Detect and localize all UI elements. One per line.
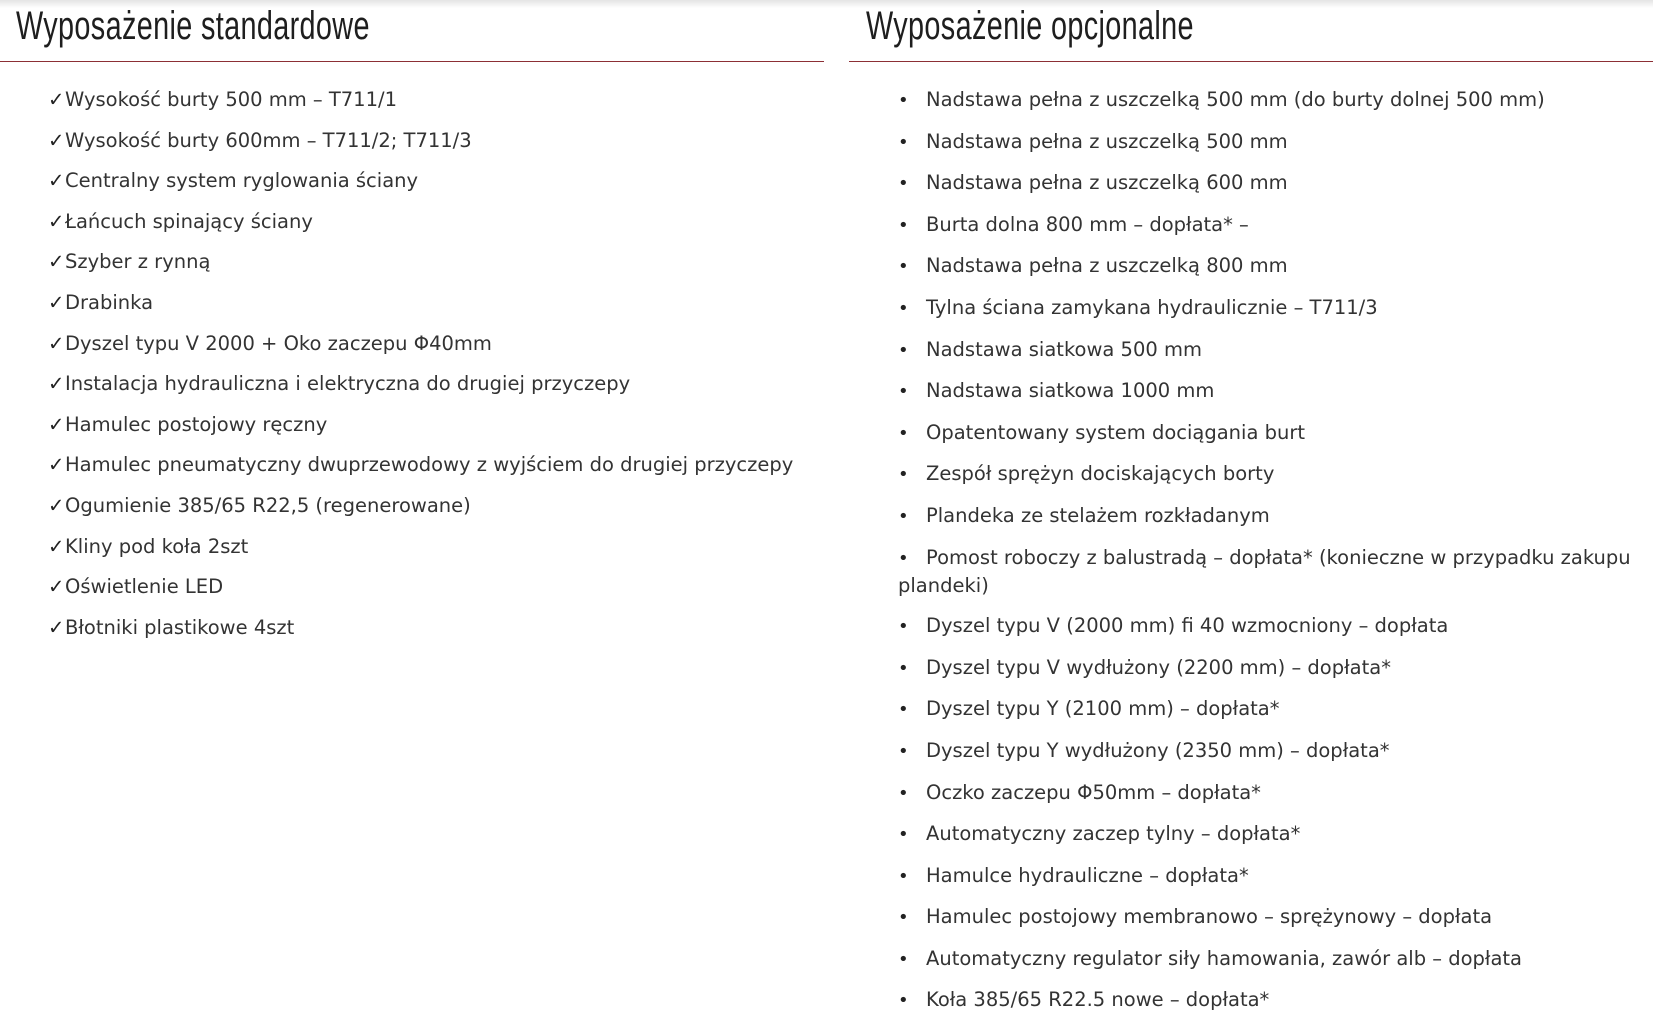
list-item-text: Dyszel typu V wydłużony (2200 mm) – dopłata* (926, 655, 1391, 679)
bullet-icon: • (898, 547, 909, 569)
list-item-text: Hamulec postojowy membranowo – sprężynowy – dopłata (926, 905, 1493, 929)
list-item-text: Koła 385/65 R22.5 nowe – dopłata* (926, 988, 1270, 1012)
list-item (898, 128, 1638, 156)
check-icon: ✓ (48, 169, 65, 193)
list-item (898, 169, 1638, 197)
list-item-text: Hamulec pneumatyczny dwuprzewodowy z wyjściem do drugiej przyczepy (65, 453, 794, 477)
list-item (48, 451, 793, 478)
list-item (898, 377, 1638, 405)
check-icon: ✓ (48, 88, 65, 111)
list-item-text: Drabinka (65, 290, 154, 314)
list-item-text: Automatyczny zaczep tylny – dopłata* (926, 822, 1301, 846)
standard-equipment-title: Wyposażenie standardowe (16, 4, 370, 48)
check-icon: ✓ (48, 453, 65, 477)
bullet-icon: • (898, 90, 909, 111)
divider (849, 61, 1653, 62)
list-item-text: Błotniki plastikowe 4szt (65, 615, 295, 639)
list-item (48, 492, 793, 519)
bullet-icon: • (898, 214, 909, 236)
list-item-text: Nadstawa pełna z uszczelką 500 mm (926, 129, 1288, 153)
bullet-icon: • (898, 824, 909, 846)
list-item (898, 612, 1638, 640)
list-item (48, 167, 793, 194)
list-item (48, 127, 793, 154)
list-item (898, 294, 1638, 322)
check-icon: ✓ (48, 615, 65, 639)
list-item (898, 779, 1638, 807)
list-item-text: Burta dolna 800 mm – dopłata* – (926, 212, 1249, 236)
bullet-icon: • (898, 297, 909, 319)
list-item (898, 862, 1638, 890)
list-item (898, 252, 1638, 280)
list-item (898, 502, 1638, 530)
bullet-icon: • (898, 616, 909, 638)
list-item (898, 737, 1638, 765)
list-item-text: Hamulce hydrauliczne – dopłata* (926, 863, 1249, 887)
list-item-text: Dyszel typu V 2000 + Oko zaczepu Φ40mm (65, 331, 492, 355)
bullet-icon: • (898, 782, 909, 804)
list-item-text: Ogumienie 385/65 R22,5 (regenerowane) (65, 493, 471, 517)
list-item-text: Nadstawa siatkowa 1000 mm (926, 379, 1215, 403)
list-item-text: Centralny system ryglowania ściany (65, 169, 419, 193)
list-item (48, 411, 793, 438)
check-icon: ✓ (48, 493, 65, 517)
bullet-icon: • (898, 173, 909, 195)
list-item (48, 573, 793, 600)
list-item (898, 695, 1638, 723)
bullet-icon: • (898, 131, 909, 153)
bullet-icon: • (898, 740, 909, 762)
list-item (48, 208, 793, 235)
bullet-icon: • (898, 256, 909, 278)
list-item (898, 211, 1638, 239)
list-item (898, 544, 1638, 599)
standard-equipment-list (48, 86, 793, 654)
check-icon: ✓ (48, 412, 65, 436)
list-item-text: Tylna ściana zamykana hydraulicznie – T711/3 (926, 295, 1378, 319)
list-item (898, 86, 1638, 114)
bullet-icon: • (898, 657, 909, 679)
list-item-text: Zespół sprężyn dociskających borty (926, 462, 1275, 486)
list-item-text: Nadstawa siatkowa 500 mm (926, 337, 1202, 361)
list-item (898, 336, 1638, 364)
list-item (48, 614, 793, 641)
list-item (48, 86, 793, 113)
list-item-text: Wysokość burty 500 mm – T711/1 (65, 88, 397, 111)
check-icon: ✓ (48, 209, 65, 233)
bullet-icon: • (898, 990, 909, 1012)
bullet-icon: • (898, 339, 909, 361)
bullet-icon: • (898, 948, 909, 970)
list-item-text: Nadstawa pełna z uszczelką 800 mm (926, 254, 1288, 278)
check-icon: ✓ (48, 575, 65, 599)
bullet-icon: • (898, 464, 909, 486)
list-item-text: Wysokość burty 600mm – T711/2; T711/3 (65, 128, 472, 152)
list-item (898, 945, 1638, 973)
check-icon: ✓ (48, 331, 65, 355)
list-item (898, 986, 1638, 1014)
list-item (898, 654, 1638, 682)
check-icon: ✓ (48, 290, 65, 314)
bullet-icon: • (898, 381, 909, 403)
check-icon: ✓ (48, 534, 65, 558)
list-item-text: Dyszel typu Y wydłużony (2350 mm) – dopłata* (926, 738, 1390, 762)
bullet-icon: • (898, 422, 909, 444)
optional-equipment-list (898, 86, 1638, 1028)
bullet-icon: • (898, 865, 909, 887)
list-item-text: Nadstawa pełna z uszczelką 600 mm (926, 171, 1288, 195)
list-item (898, 419, 1638, 447)
list-item-text: Pomost roboczy z balustradą – dopłata* (konieczne w przypadku zakupu plandeki) (898, 545, 1631, 597)
list-item (48, 370, 793, 397)
optional-equipment-title: Wyposażenie opcjonalne (866, 4, 1194, 48)
bullet-icon: • (898, 505, 909, 527)
list-item-text: Kliny pod koła 2szt (65, 534, 249, 558)
bullet-icon: • (898, 699, 909, 721)
list-item (48, 533, 793, 560)
list-item (898, 903, 1638, 931)
list-item-text: Dyszel typu V (2000 mm) fi 40 wzmocniony – dopłata (926, 614, 1449, 638)
list-item (48, 330, 793, 357)
list-item-text: Hamulec postojowy ręczny (65, 412, 328, 436)
divider (0, 61, 824, 62)
check-icon: ✓ (48, 128, 65, 152)
list-item-text: Łańcuch spinający ściany (65, 209, 313, 233)
list-item-text: Oświetlenie LED (65, 575, 224, 599)
list-item-text: Szyber z rynną (65, 250, 211, 274)
check-icon: ✓ (48, 372, 65, 396)
list-item (48, 248, 793, 275)
list-item (898, 820, 1638, 848)
check-icon: ✓ (48, 250, 65, 274)
list-item-text: Automatyczny regulator siły hamowania, zawór alb – dopłata (926, 946, 1522, 970)
list-item-text: Nadstawa pełna z uszczelką 500 mm (do burty dolnej 500 mm) (926, 88, 1545, 111)
list-item-text: Dyszel typu Y (2100 mm) – dopłata* (926, 697, 1280, 721)
list-item-text: Plandeka ze stelażem rozkładanym (926, 503, 1270, 527)
list-item-text: Instalacja hydrauliczna i elektryczna do drugiej przyczepy (65, 372, 631, 396)
list-item (898, 460, 1638, 488)
list-item (48, 289, 793, 316)
list-item-text: Oczko zaczepu Φ50mm – dopłata* (926, 780, 1261, 804)
bullet-icon: • (898, 907, 909, 929)
list-item-text: Opatentowany system dociągania burt (926, 420, 1305, 444)
